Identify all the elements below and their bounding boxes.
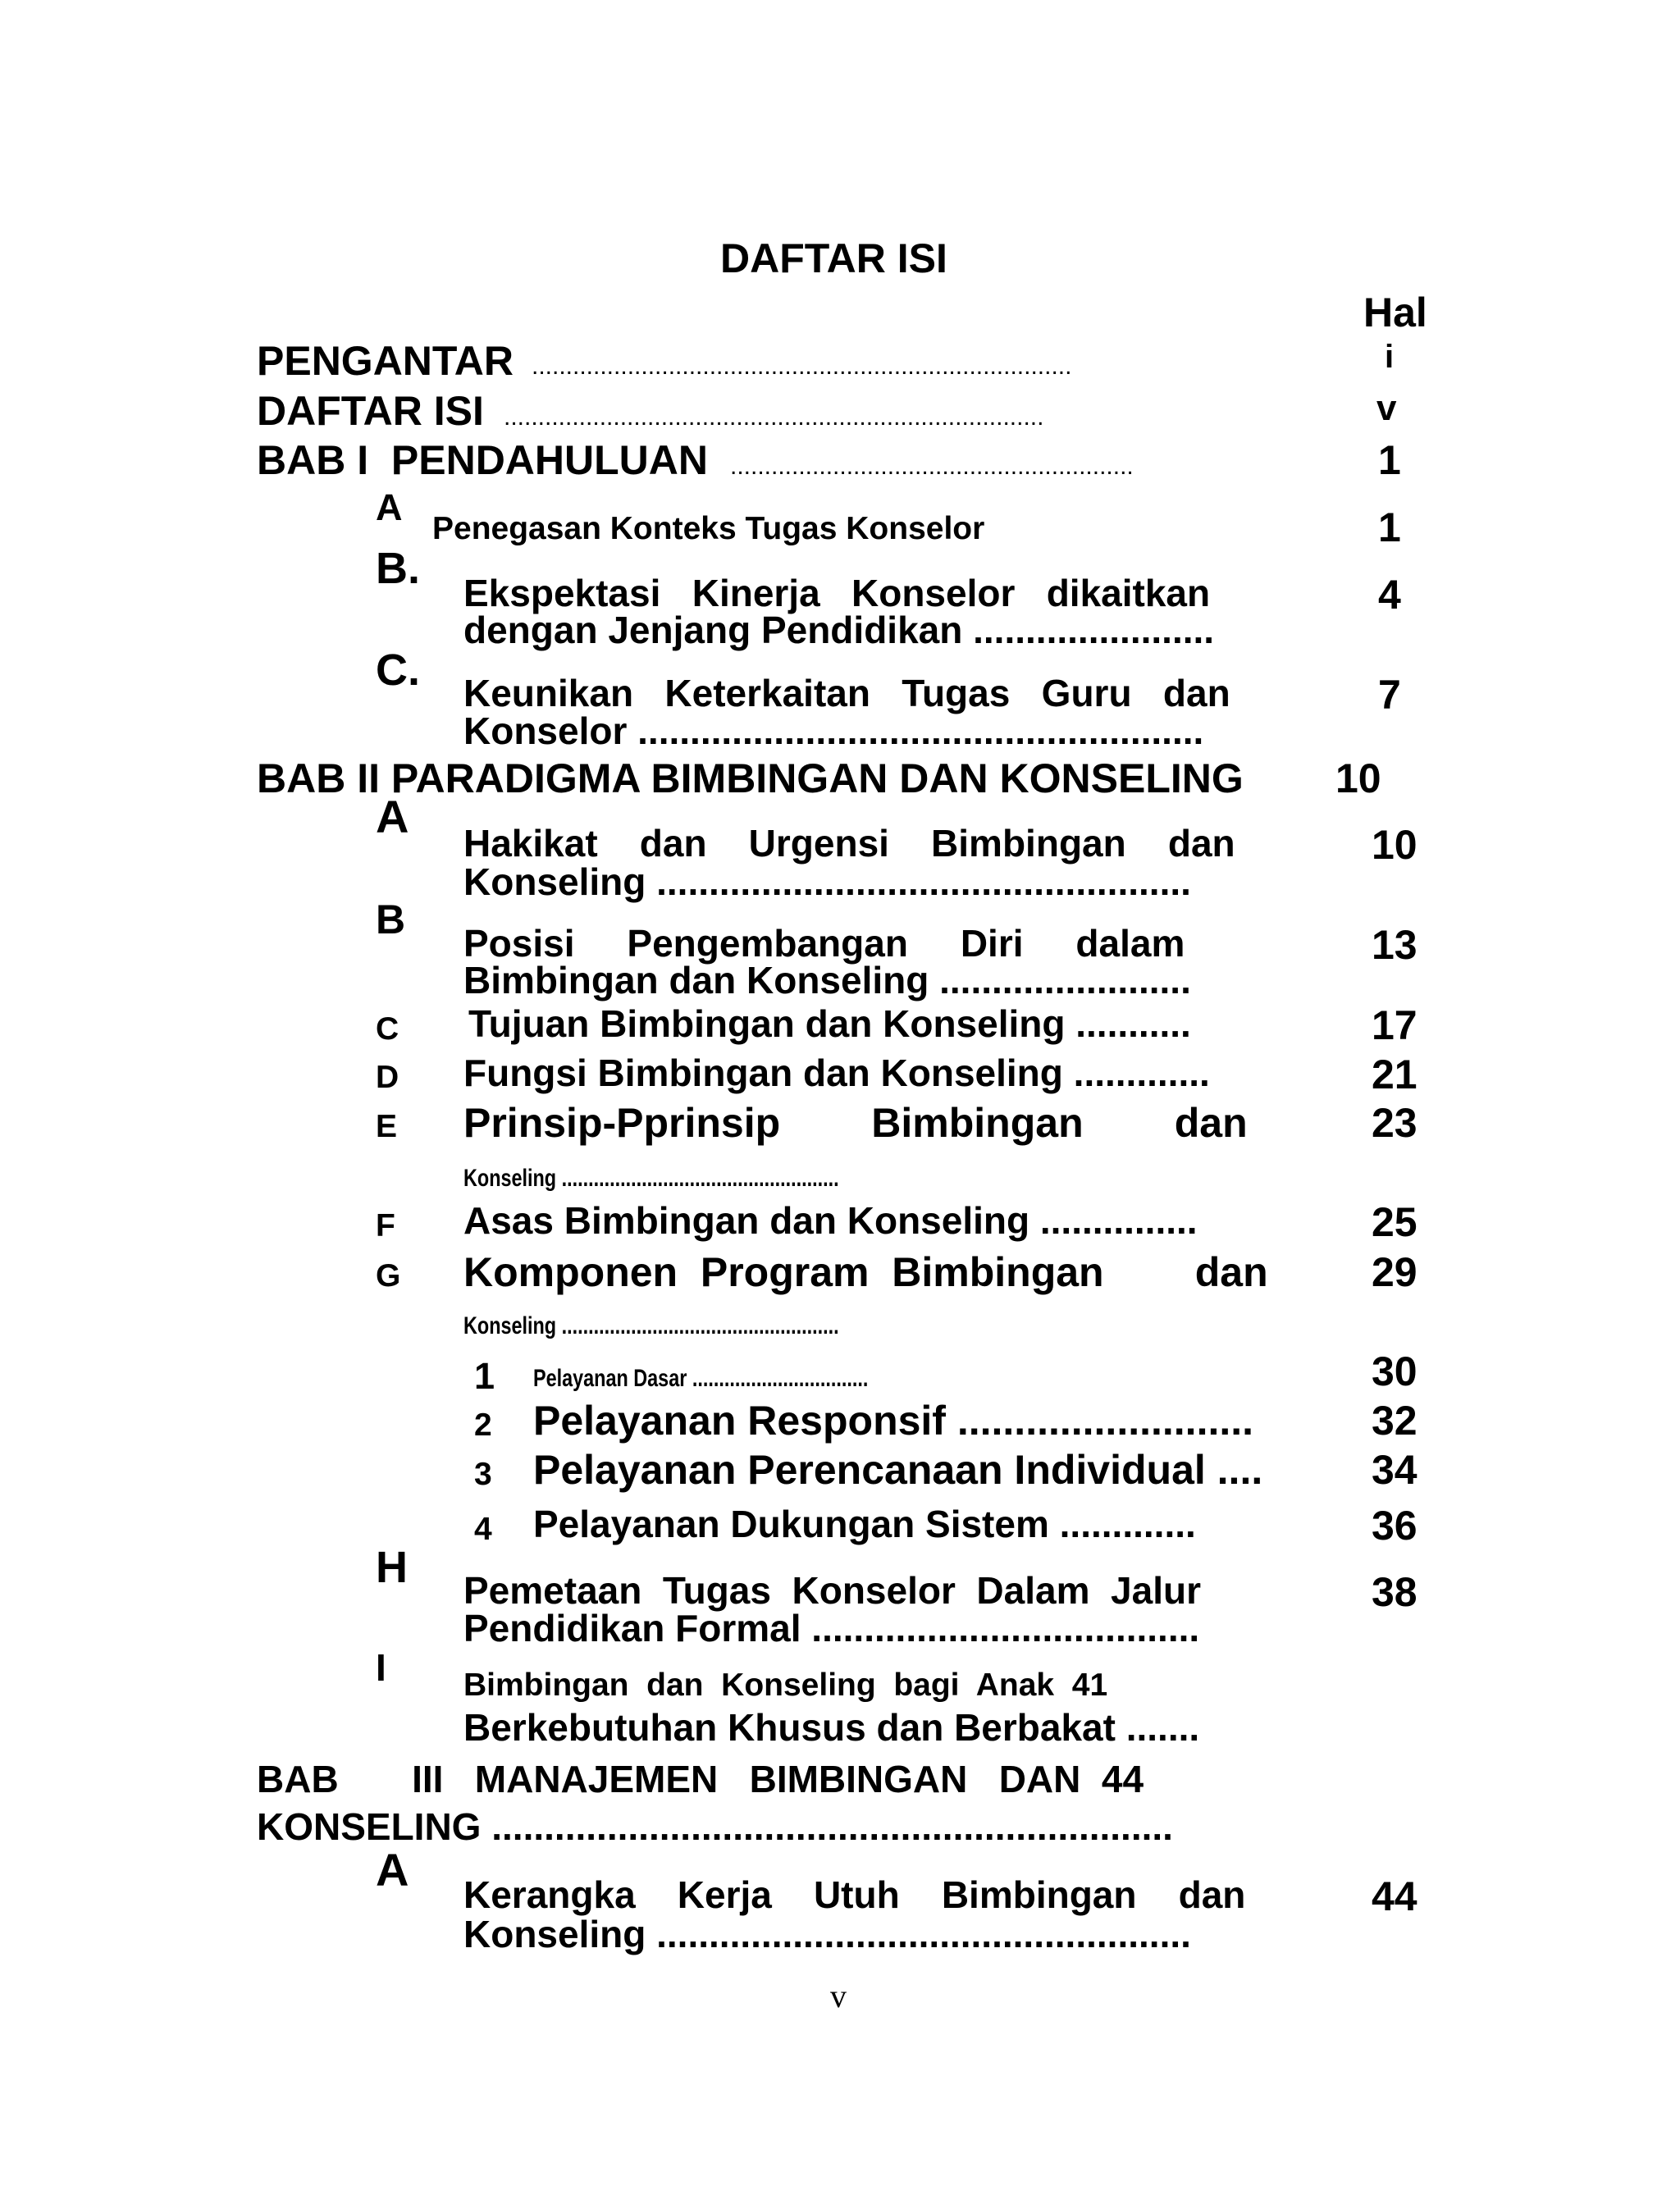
toc-letter: B. (376, 544, 420, 593)
toc-letter: F (376, 1208, 395, 1243)
toc-page: 21 (1372, 1052, 1418, 1097)
toc-text-line2: Konselor ...................................................... (463, 709, 1204, 752)
toc-number: 1 (474, 1355, 495, 1397)
toc-text-line2: Pendidikan Formal ..................................... (463, 1607, 1200, 1649)
toc-page: 7 (1378, 672, 1401, 718)
toc-number: 3 (474, 1457, 492, 1492)
toc-letter: D (376, 1060, 399, 1095)
toc-number: 2 (474, 1408, 492, 1443)
toc-letter: I (376, 1646, 386, 1689)
toc-text-line1: Komponen Program Bimbingan dan (463, 1249, 1268, 1295)
toc-letter: B (376, 897, 406, 942)
toc-letter: G (376, 1258, 401, 1293)
toc-page: 30 (1372, 1348, 1418, 1394)
toc-text-line1: Kerangka Kerja Utuh Bimbingan dan (463, 1873, 1246, 1916)
toc-label: DAFTAR ISI (257, 388, 484, 434)
toc-page: 32 (1372, 1398, 1418, 1444)
page-column-header: Hal (1363, 290, 1427, 335)
toc-text: Tujuan Bimbingan dan Konseling ........... (468, 1002, 1191, 1045)
toc-letter: H (376, 1543, 408, 1592)
toc-text-line2: Berkebutuhan Khusus dan Berbakat ....... (463, 1706, 1200, 1749)
toc-page: i (1385, 339, 1395, 375)
toc-letter: A (376, 791, 409, 842)
toc-number: 4 (474, 1512, 492, 1547)
toc-page: 10 (1335, 755, 1381, 801)
toc-letter: E (376, 1109, 398, 1144)
toc-text: Fungsi Bimbingan dan Konseling ............. (463, 1052, 1210, 1094)
toc-page: 10 (1372, 822, 1418, 868)
toc-text: Pelayanan Dasar ................................. (533, 1365, 869, 1392)
toc-text-line1: Prinsip-Pprinsip Bimbingan dan (463, 1100, 1248, 1146)
toc-page: 34 (1372, 1447, 1418, 1493)
page-title: DAFTAR ISI (720, 235, 947, 281)
toc-page: 13 (1372, 922, 1418, 968)
toc-page: 36 (1372, 1503, 1418, 1549)
toc-page: 23 (1372, 1100, 1418, 1146)
toc-dots: ........................................................... (730, 454, 1134, 479)
toc-text: Pelayanan Responsif .......................... (533, 1398, 1254, 1444)
toc-text-line2: Konseling ................................................... (463, 860, 1191, 903)
toc-page: 4 (1378, 572, 1401, 618)
toc-text-line1: Hakikat dan Urgensi Bimbingan dan (463, 822, 1235, 865)
toc-text-line2: Konseling ................................................... (463, 1913, 1191, 1955)
toc-text: Pelayanan Dukungan Sistem ............. (533, 1503, 1196, 1545)
toc-text: Pelayanan Perencanaan Individual .... (533, 1447, 1263, 1493)
toc-label-line2: KONSELING ................................................................. (257, 1805, 1173, 1848)
toc-label: BAB II PARADIGMA BIMBINGAN DAN KONSELING (257, 755, 1244, 801)
toc-page: 29 (1372, 1249, 1418, 1295)
toc-dots: ............................................................................... (504, 405, 1044, 430)
toc-label: BAB I PENDAHULUAN (257, 437, 708, 483)
toc-letter: A (376, 486, 403, 528)
toc-text-line1: Posisi Pengembangan Diri dalam (463, 922, 1185, 965)
toc-text-line2: Bimbingan dan Konseling ........................ (463, 959, 1191, 1001)
toc-label: PENGANTAR (257, 338, 514, 384)
toc-page: 44 (1372, 1873, 1418, 1919)
toc-text-line2: Konseling .................................................... (463, 1165, 839, 1192)
toc-text: Asas Bimbingan dan Konseling ............... (463, 1199, 1198, 1242)
toc-letter: A (376, 1844, 409, 1896)
toc-text-line1: Ekspektasi Kinerja Konselor dikaitkan (463, 572, 1211, 614)
toc-text: Penegasan Konteks Tugas Konselor (432, 511, 985, 546)
toc-letter: C. (376, 646, 420, 695)
toc-page: 38 (1372, 1569, 1418, 1615)
toc-text-line2: dengan Jenjang Pendidikan ....................... (463, 609, 1215, 651)
toc-page: 1 (1378, 437, 1401, 483)
page-number: v (830, 1978, 847, 2014)
toc-page: 1 (1378, 504, 1401, 550)
toc-text-line2: Konseling .................................................... (463, 1312, 839, 1339)
toc-letter: C (376, 1011, 399, 1047)
toc-page: v (1376, 388, 1397, 428)
toc-text-line1: Pemetaan Tugas Konselor Dalam Jalur (463, 1569, 1201, 1612)
toc-page: 17 (1372, 1002, 1418, 1048)
toc-label-line1: BAB III MANAJEMEN BIMBINGAN DAN 44 (257, 1758, 1144, 1800)
toc-page: 25 (1372, 1199, 1418, 1245)
toc-dots: ............................................................................... (532, 354, 1072, 379)
toc-text-line1: Bimbingan dan Konseling bagi Anak 41 (463, 1668, 1108, 1703)
toc-text-line1: Keunikan Keterkaitan Tugas Guru dan (463, 672, 1230, 714)
